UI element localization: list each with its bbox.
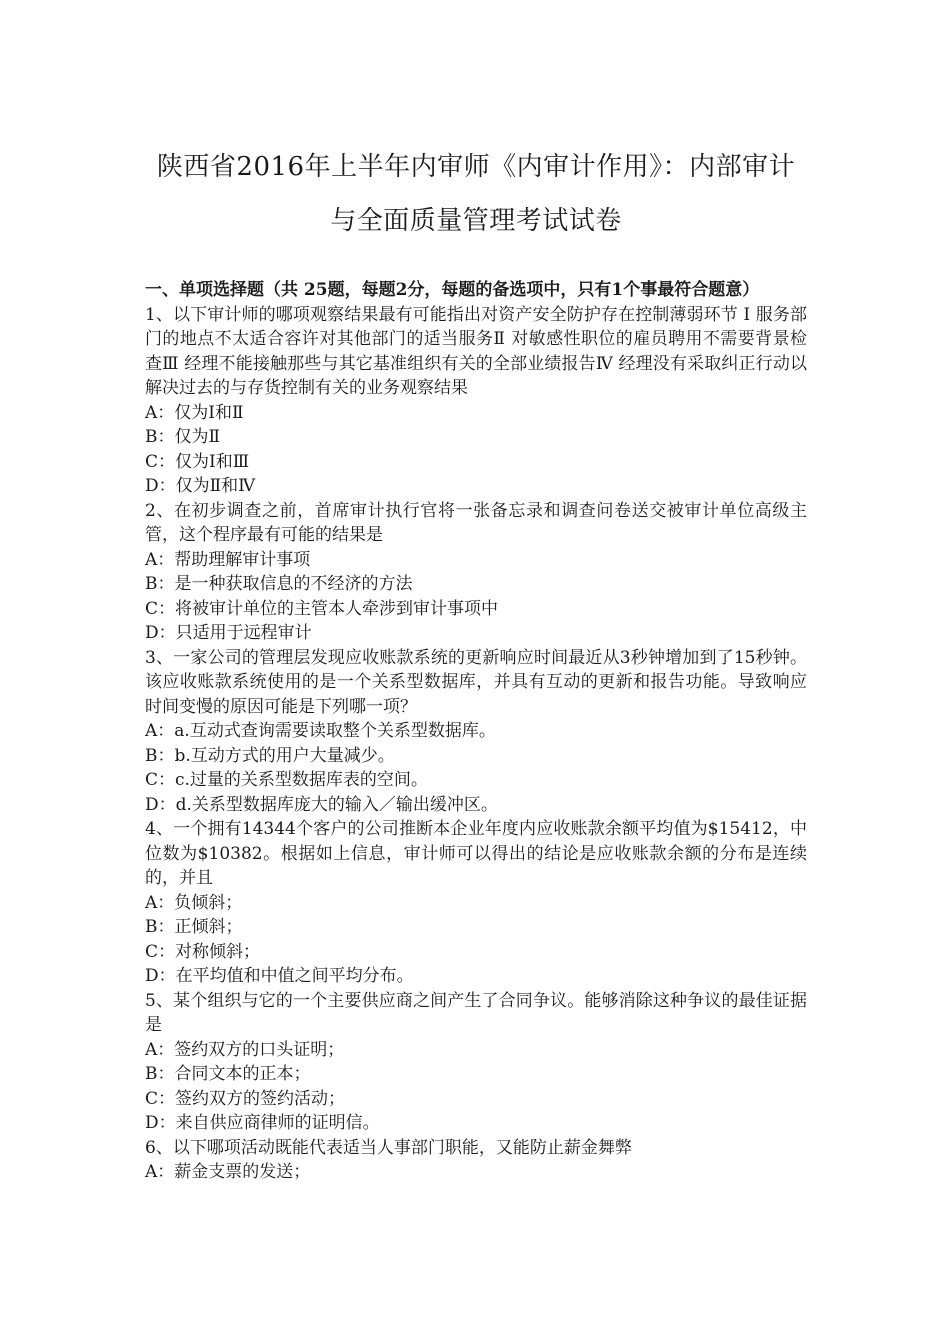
document-page	[145, 140, 807, 1185]
question-stem: 1、以下审计师的哪项观察结果最有可能指出对资产安全防护存在控制薄弱环节 Ⅰ 服务部门的地点不太适合容许对其他部门的适当服务Ⅱ 对敏感性职位的雇员聘用不需要背景检查Ⅲ 经理不能接触那些与其它基准组织有关的全部业绩报告Ⅳ 经理没有采取纠正行动以解决过去的与存货控制有关的业务观察结果	[145, 304, 807, 398]
answer-option: D：只适用于远程审计	[145, 623, 312, 643]
answer-option: D：d.关系型数据库庞大的输入／输出缓冲区。	[145, 794, 498, 815]
document-title: 陕西省2016年上半年内审师《内审计作用》：内部审计与全面质量管理考试试卷	[156, 152, 796, 236]
answer-option: C：c.过量的关系型数据库表的空间。	[145, 770, 428, 790]
question-item	[145, 817, 807, 989]
answer-option: A：a.互动式查询需要读取整个关系型数据库。	[145, 721, 496, 741]
answer-option: B：b.互动方式的用户大量减少。	[145, 745, 395, 766]
answer-option: A：仅为Ⅰ和Ⅱ	[145, 402, 244, 423]
answer-option: D：仅为Ⅱ和Ⅳ	[145, 476, 256, 496]
question-stem: 4、一个拥有14344个客户的公司推断本企业年度内应收账款余额平均值为$15412，中位数为$10382。根据如上信息，审计师可以得出的结论是应收账款余额的分布是连续的，并且	[145, 819, 807, 888]
answer-option: A：薪金支票的发送；	[145, 1162, 311, 1182]
answer-option: B：是一种获取信息的不经济的方法	[145, 574, 413, 594]
answer-option: C：签约双方的签约活动；	[145, 1088, 346, 1109]
answer-option: C：将被审计单位的主管本人牵涉到审计事项中	[145, 598, 499, 619]
question-item	[145, 1136, 807, 1185]
answer-option: A：负倾斜；	[145, 892, 243, 913]
answer-option: C：仅为Ⅰ和Ⅲ	[145, 451, 250, 472]
question-item	[145, 499, 807, 646]
answer-option: A：帮助理解审计事项	[145, 549, 311, 570]
answer-option: A：签约双方的口头证明；	[145, 1039, 345, 1060]
answer-option: D：来自供应商律师的证明信。	[145, 1113, 380, 1133]
answer-option: C：对称倾斜；	[145, 941, 261, 962]
question-item	[145, 303, 807, 499]
question-stem: 3、一家公司的管理层发现应收账款系统的更新响应时间最近从3秒钟增加到了15秒钟。该应收账款系统使用的是一个关系型数据库，并具有互动的更新和报告功能。导致响应时间变慢的原因可能是下列哪一项？	[145, 647, 807, 717]
section-heading: 一、单项选择题（共 25题，每题2分，每题的备选项中，只有1个事最符合题意）	[145, 280, 760, 300]
answer-option: B：正倾斜；	[145, 917, 243, 937]
question-item	[145, 646, 807, 818]
question-stem: 2、在初步调查之前，首席审计执行官将一张备忘录和调查问卷送交被审计单位高级主管，这个程序最有可能的结果是	[145, 500, 807, 545]
question-stem: 6、以下哪项活动既能代表适当人事部门职能，又能防止薪金舞弊	[145, 1137, 632, 1158]
answer-option: B：仅为Ⅱ	[145, 427, 221, 447]
question-item	[145, 989, 807, 1136]
answer-option: B：合同文本的正本；	[145, 1064, 311, 1084]
question-stem: 5、某个组织与它的一个主要供应商之间产生了合同争议。能够消除这种争议的最佳证据是	[145, 990, 807, 1035]
answer-option: D：在平均值和中值之间平均分布。	[145, 966, 414, 986]
question-list	[145, 303, 807, 1185]
